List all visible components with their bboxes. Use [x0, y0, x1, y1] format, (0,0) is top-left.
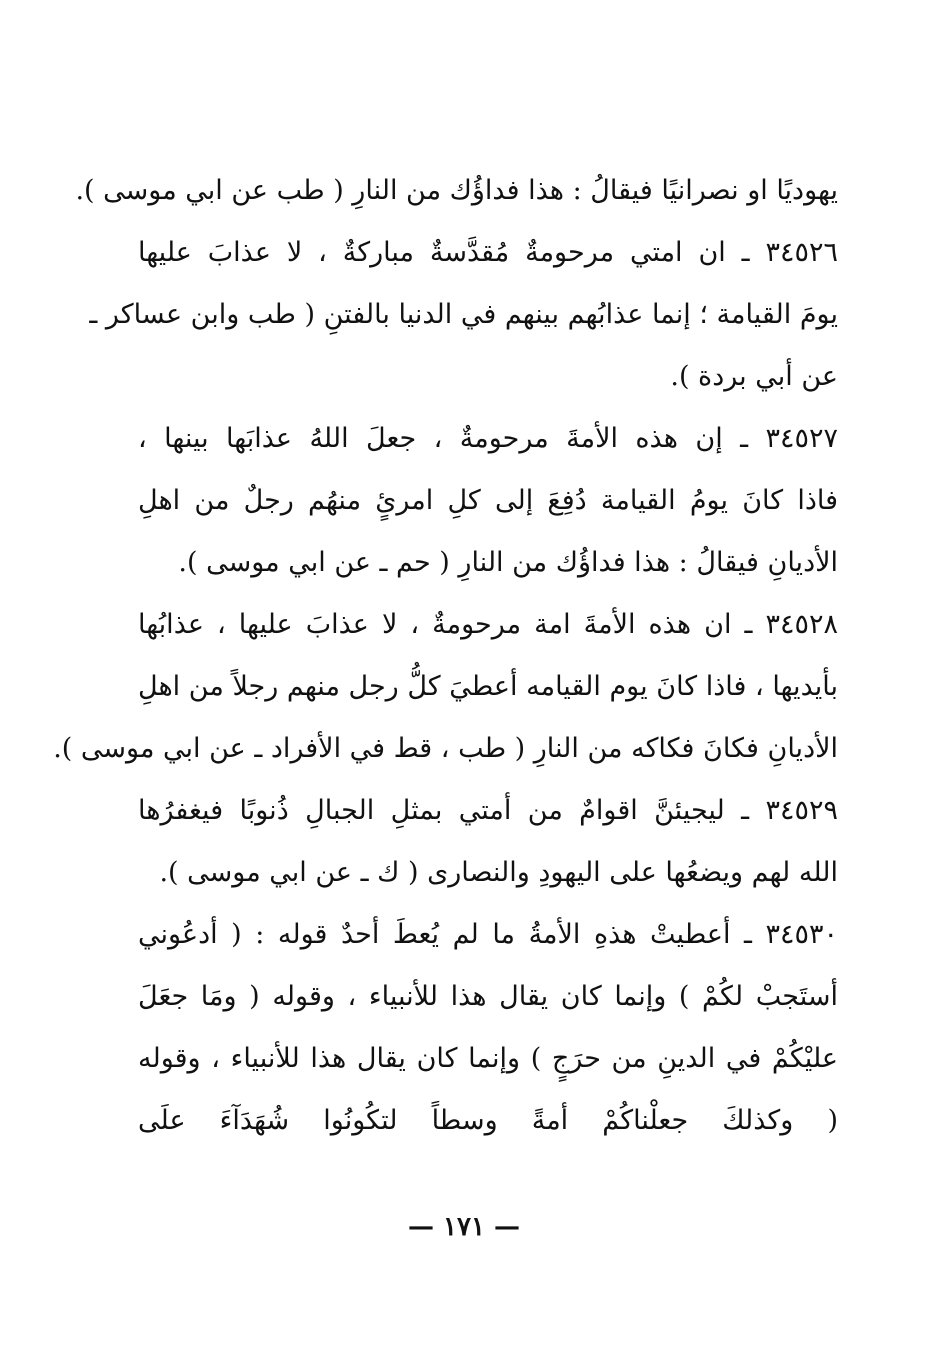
- text-line: الأديانِ فيقالُ : هذا فداؤُك من النارِ ( حم ـ عن ابي موسى ).: [178, 547, 838, 578]
- paragraph-entry-34527: [138, 408, 838, 594]
- text-line: فاذا كانَ يومُ القيامة دُفِعَ إلى كلِ امرئٍ منهُم رجلٌ من اهلِ: [138, 485, 838, 516]
- text-line: يهوديًا او نصرانيًا فيقالُ : هذا فداؤُك من النارِ ( طب عن ابي موسى ).: [75, 175, 838, 206]
- page-number: — ١٧١ —: [407, 1212, 521, 1242]
- text-line: عن أبي بردة ).: [670, 361, 838, 392]
- text-line: ٣٤٥٢٩ ـ ليجيئنَّ اقوامٌ من أمتي بمثلِ الجبالِ ذُنوبًا فيغفرُها: [138, 795, 838, 826]
- paragraph-continuation: [75, 160, 838, 222]
- text-line: ٣٤٥٢٨ ـ ان هذه الأمةَ امة مرحومةٌ ، لا عذابَ عليها ، عذابُها: [138, 609, 838, 640]
- text-line: الله لهم ويضعُها على اليهودِ والنصارى ( ك ـ عن ابي موسى ).: [159, 857, 838, 888]
- text-line: الأديانِ فكانَ فكاكه من النارِ ( طب ، قط في الأفراد ـ عن ابي موسى ).: [53, 733, 838, 764]
- text-line: يومَ القيامة ؛ إنما عذابُهم بينهم في الدنيا بالفتنِ ( طب وابن عساكر ـ: [89, 299, 838, 330]
- text-line: ٣٤٥٢٧ ـ إن هذه الأمةَ مرحومةٌ ، جعلَ اللهُ عذابَها بينها ،: [138, 423, 838, 454]
- text-line: ٣٤٥٣٠ ـ أعطيتْ هذهِ الأمةُ ما لم يُعطَ أحدٌ قوله : ( أدعُوني: [138, 919, 838, 950]
- paragraph-entry-34530: [138, 904, 838, 1152]
- paragraph-entry-34526: [89, 222, 838, 408]
- text-line: ( وكذلكَ جعلْناكُمْ أمةً وسطاً لتكُونُوا شُهَدَآءَ علَى: [138, 1105, 838, 1136]
- text-line: بأيديها ، فاذا كانَ يوم القيامه أعطيَ كلُّ رجل منهم رجلاً من اهلِ: [138, 671, 838, 702]
- paragraph-entry-34529: [138, 780, 838, 904]
- text-line: أستَجبْ لكُمْ ) وإنما كان يقال هذا للأنبياء ، وقوله ( ومَا جعَلَ: [138, 981, 838, 1012]
- text-line: عليْكُمْ في الدينِ من حرَجٍ ) وإنما كان يقال هذا للأنبياء ، وقوله: [138, 1043, 838, 1074]
- page-body-text: [53, 160, 838, 1152]
- paragraph-entry-34528: [53, 594, 838, 780]
- text-line: ٣٤٥٢٦ ـ ان امتي مرحومةٌ مُقدَّسةٌ مباركةٌ ، لا عذابَ عليها: [138, 237, 838, 268]
